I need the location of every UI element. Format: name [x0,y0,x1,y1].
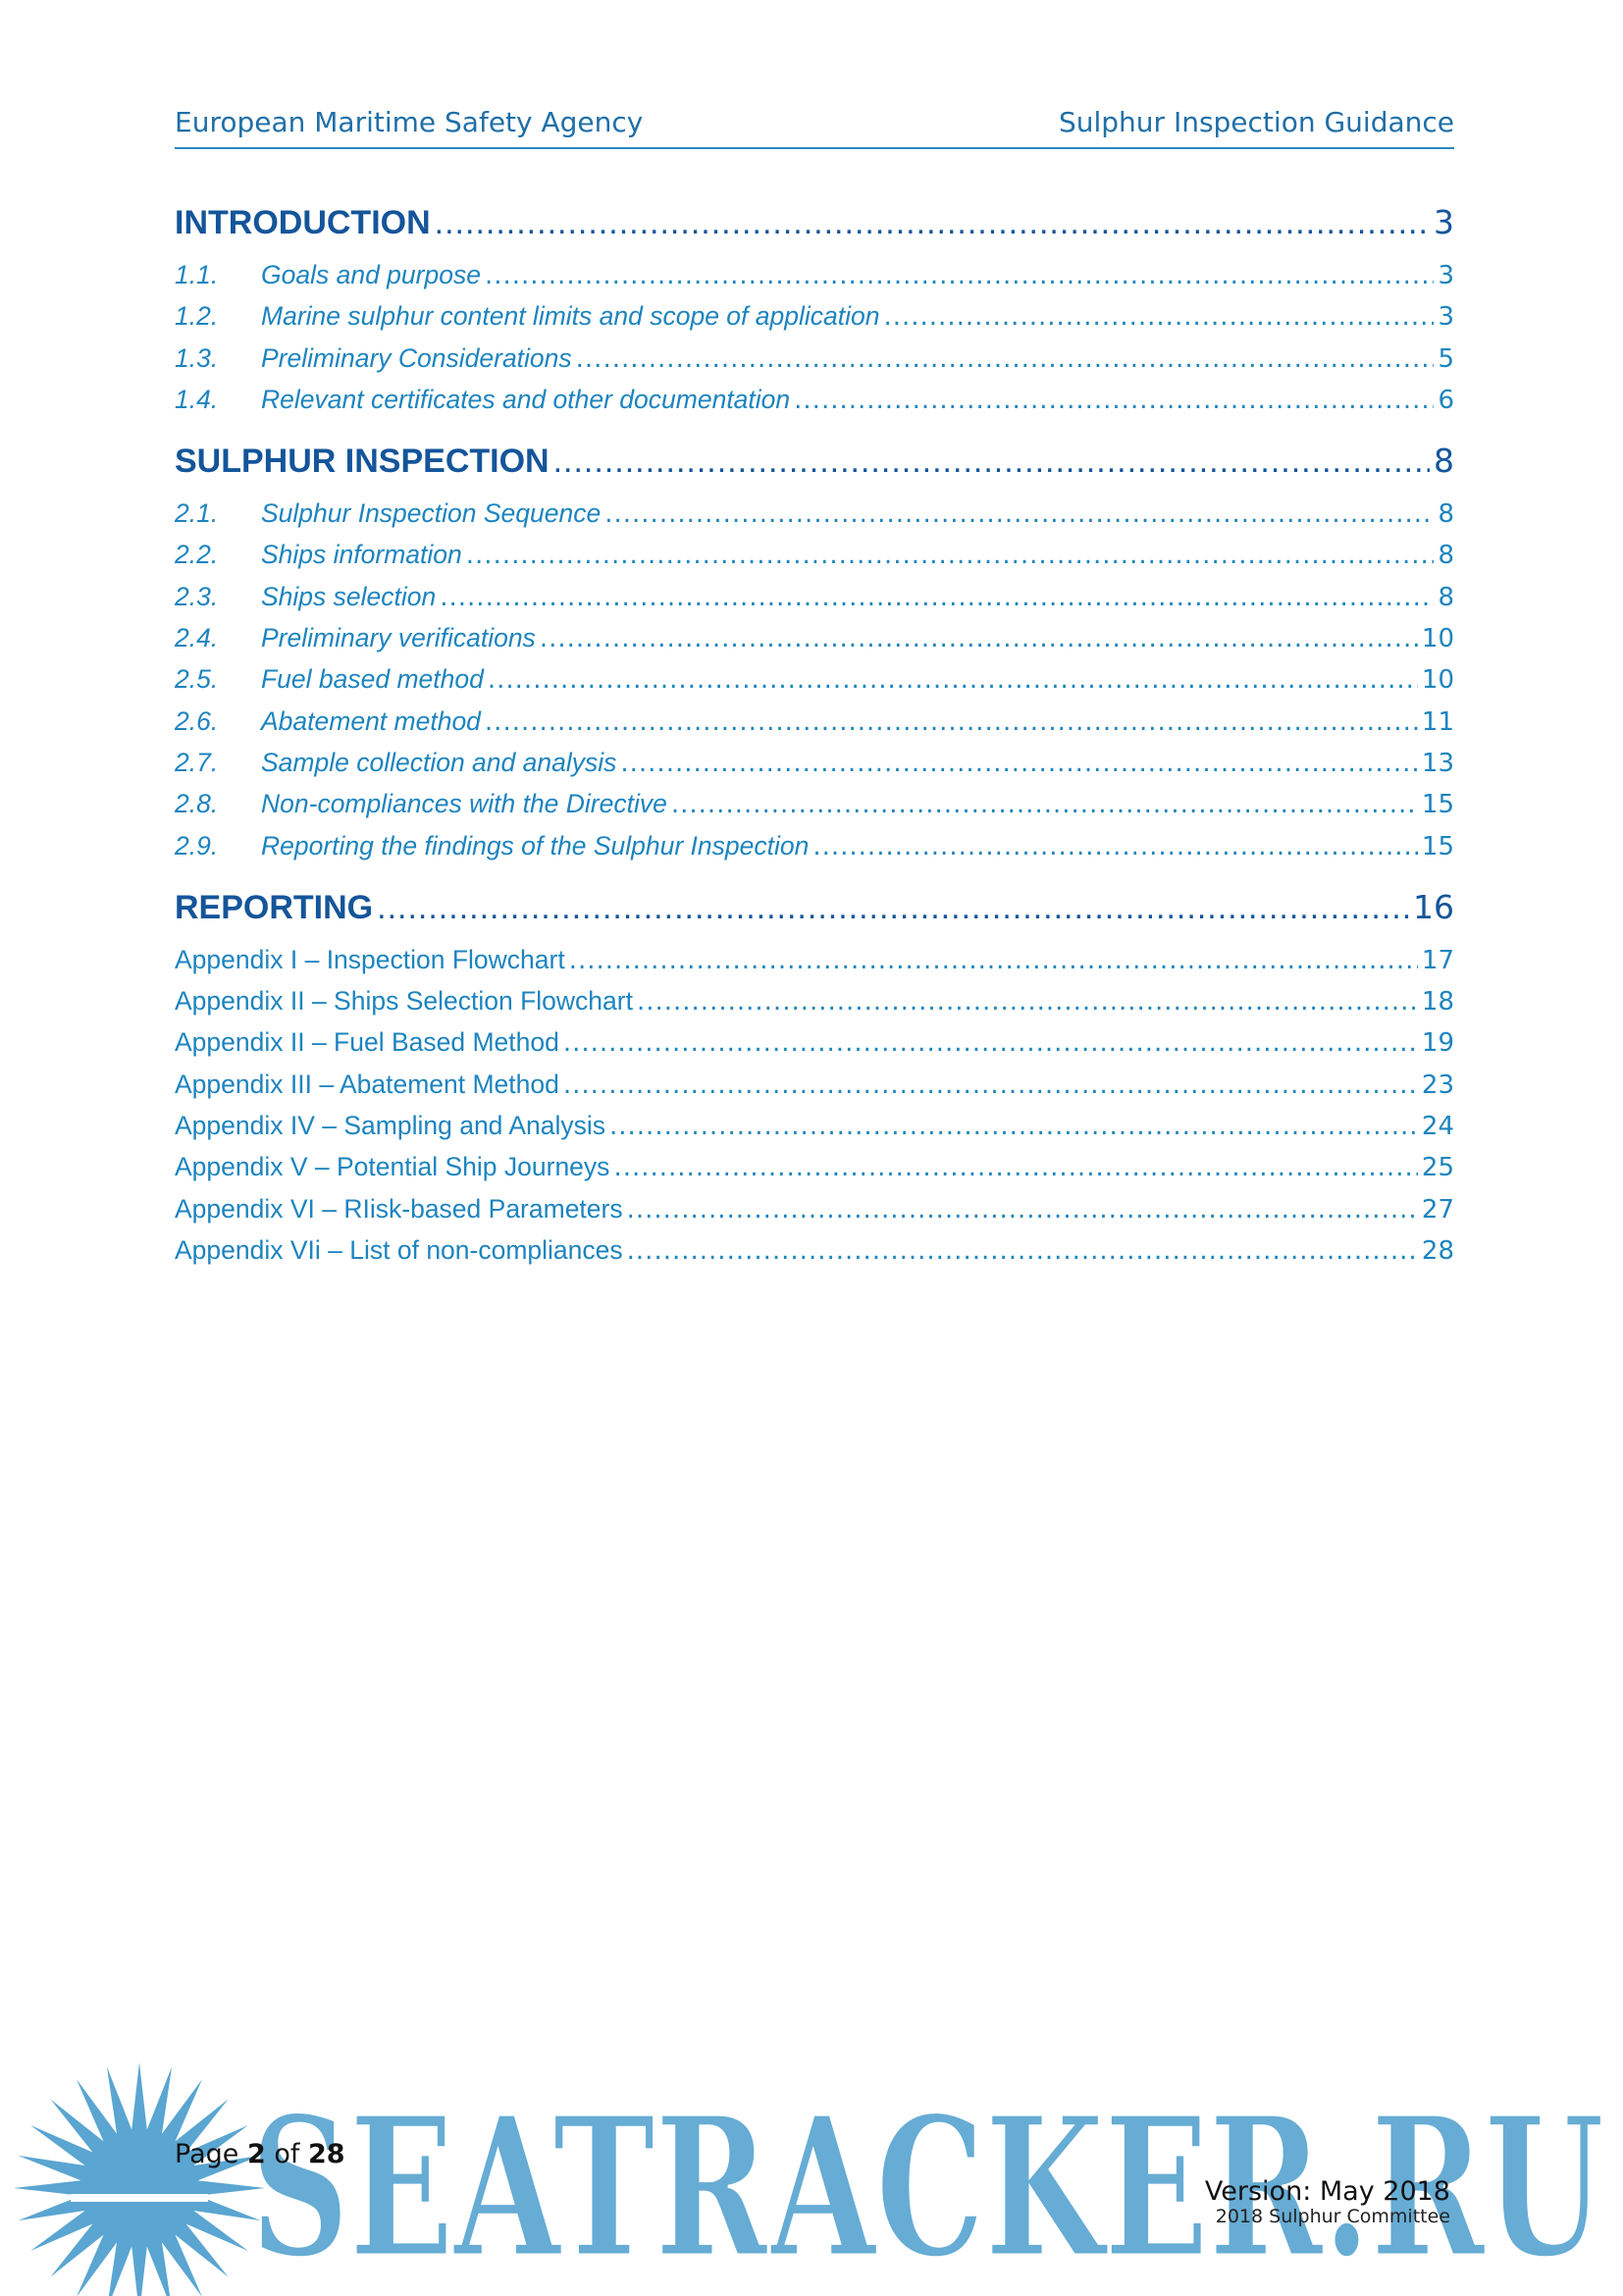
page-indicator [175,2139,345,2169]
toc-entry[interactable] [175,534,1454,575]
toc-entry-title: Appendix I – Inspection Flowchart [175,944,565,974]
toc-entry-number: 2.4. [175,623,219,653]
toc-entry-title: Sample collection and analysis [261,747,617,777]
toc-page-number: 11 [1421,706,1454,737]
toc-entry-number: 2.2. [175,540,219,570]
toc-leader [466,535,1435,575]
toc-entry-number: 1.1. [175,260,219,289]
toc-page-number: 28 [1421,1235,1454,1266]
toc-leader [569,940,1418,980]
toc-leader [377,876,1409,939]
toc-page-number: 6 [1438,385,1454,415]
toc-leader [553,430,1430,493]
toc-entry-number: 2.7. [175,747,219,777]
toc-entry-title: Appendix IV – Sampling and Analysis [175,1111,605,1141]
toc-leader [627,1189,1418,1229]
toc-page-number: 24 [1421,1112,1454,1142]
toc-entry-title: Preliminary verifications [261,623,536,653]
toc-page-number: 27 [1421,1194,1454,1225]
page-current: 2 [246,2139,266,2169]
toc-appendix-entry[interactable] [175,939,1454,980]
toc-leader [440,577,1434,617]
toc-page-number: 10 [1421,624,1454,654]
toc-entry-title: Appendix VI – RIisk-based Parameters [175,1193,623,1224]
toc-leader [563,1065,1418,1105]
toc-section-title: REPORTING [175,888,374,926]
toc-entry-title: Appendix II – Fuel Based Method [175,1027,559,1058]
toc-page-number: 3 [1438,302,1454,333]
toc-entry-title: Non-compliances with the Directive [261,789,667,819]
toc-entry-title: Fuel based method [261,664,484,695]
toc-entry[interactable] [175,617,1454,658]
toc-leader [485,255,1435,295]
sun-icon [12,2051,277,2296]
toc-page-number: 17 [1421,945,1454,975]
toc-entry[interactable] [175,701,1454,742]
sun-horizon [71,2194,208,2202]
toc-page-number: 8 [1438,541,1454,571]
toc-page-number: 13 [1421,748,1454,778]
toc-entry[interactable] [175,254,1454,295]
toc-page-number: 15 [1421,790,1454,820]
toc-entry-title: Preliminary Considerations [261,342,572,373]
toc-leader [794,380,1434,420]
toc-entry-title: Appendix VIi – List of non-compliances [175,1234,623,1265]
toc-entry-title: Sulphur Inspection Sequence [261,498,602,529]
toc-entry[interactable] [175,295,1454,337]
toc-page-number: 16 [1413,887,1454,926]
toc-entry-title: Reporting the findings of the Sulphur Inspection [261,830,810,861]
toc-entry-title: Relevant certificates and other documentation [261,384,791,414]
toc-page-number: 8 [1438,582,1454,612]
toc-section-reporting[interactable] [175,876,1454,939]
toc-appendix-entry[interactable] [175,1146,1454,1187]
toc-appendix-entry[interactable] [175,1064,1454,1105]
toc-page-number: 10 [1421,665,1454,696]
toc-page-number: 8 [1438,499,1454,530]
toc-appendix-entry[interactable] [175,1229,1454,1271]
toc-leader [576,339,1435,379]
toc-entry-title: Appendix V – Potential Ship Journeys [175,1152,610,1182]
toc-entry-number: 2.3. [175,581,219,611]
page-header [175,104,1454,149]
toc-section-title: INTRODUCTION [175,204,431,241]
toc-leader [620,743,1418,783]
toc-leader [812,826,1418,866]
toc-leader [488,659,1418,700]
toc-entry-number: 1.3. [175,342,219,373]
toc-leader [435,191,1430,254]
version-label: Version: May 2018 [1204,2176,1450,2207]
header-agency: European Maritime Safety Agency [175,106,644,138]
toc-entry[interactable] [175,742,1454,783]
toc-entry[interactable] [175,783,1454,824]
toc-entry[interactable] [175,379,1454,420]
toc-appendix-entry[interactable] [175,980,1454,1021]
header-doc-title: Sulphur Inspection Guidance [1058,106,1454,138]
toc-leader [604,494,1434,534]
toc-entry-number: 1.2. [175,301,219,332]
page-of: of [274,2139,300,2169]
toc-page-number: 15 [1421,831,1454,861]
toc-leader [671,784,1418,824]
toc-entry-number: 2.1. [175,498,219,529]
page-total: 28 [307,2139,345,2169]
toc-page-number: 23 [1421,1070,1454,1100]
toc-page-number: 8 [1434,442,1454,481]
toc-entry[interactable] [175,493,1454,534]
page-label: Page [175,2139,239,2169]
toc-entry[interactable] [175,338,1454,379]
toc-entry-title: Appendix III – Abatement Method [175,1069,559,1099]
toc-entry-title: Marine sulphur content limits and scope of application [261,301,880,332]
toc-section-sulphur-inspection[interactable] [175,430,1454,493]
toc-appendix-entry[interactable] [175,1021,1454,1063]
toc-entry-title: Ships selection [261,581,437,611]
toc-leader [485,702,1418,742]
toc-leader [540,618,1418,658]
toc-entry[interactable] [175,825,1454,866]
toc-leader [563,1022,1418,1063]
toc-leader [637,981,1418,1021]
toc-appendix-entry[interactable] [175,1105,1454,1146]
toc-page-number: 5 [1438,343,1454,374]
toc-leader [609,1106,1418,1146]
table-of-contents [175,191,1454,1271]
toc-page-number: 25 [1421,1153,1454,1183]
toc-leader [627,1230,1418,1271]
toc-entry-number: 1.4. [175,384,219,414]
toc-entry-title: Abatement method [261,705,481,736]
toc-section-title: SULPHUR INSPECTION [175,443,550,481]
toc-entry-title: Ships information [261,540,462,570]
toc-page-number: 19 [1421,1028,1454,1059]
toc-entry-title: Goals and purpose [261,260,481,289]
toc-page-number: 18 [1421,987,1454,1018]
toc-entry[interactable] [175,576,1454,617]
toc-entry-number: 2.9. [175,830,219,861]
toc-entry[interactable] [175,658,1454,700]
toc-entry-title: Appendix II – Ships Selection Flowchart [175,986,633,1017]
toc-section-introduction[interactable] [175,191,1454,254]
toc-entry-number: 2.8. [175,789,219,819]
toc-leader [613,1147,1417,1187]
svg-text:SEATRACKER.RU: SEATRACKER.RU [250,2090,1604,2276]
committee-label: 2018 Sulphur Committee [1215,2206,1450,2227]
toc-entry-number: 2.5. [175,664,219,695]
toc-entry-number: 2.6. [175,705,219,736]
toc-leader [883,296,1434,337]
toc-page-number: 3 [1438,261,1454,290]
toc-page-number: 3 [1434,203,1454,241]
toc-appendix-entry[interactable] [175,1188,1454,1229]
